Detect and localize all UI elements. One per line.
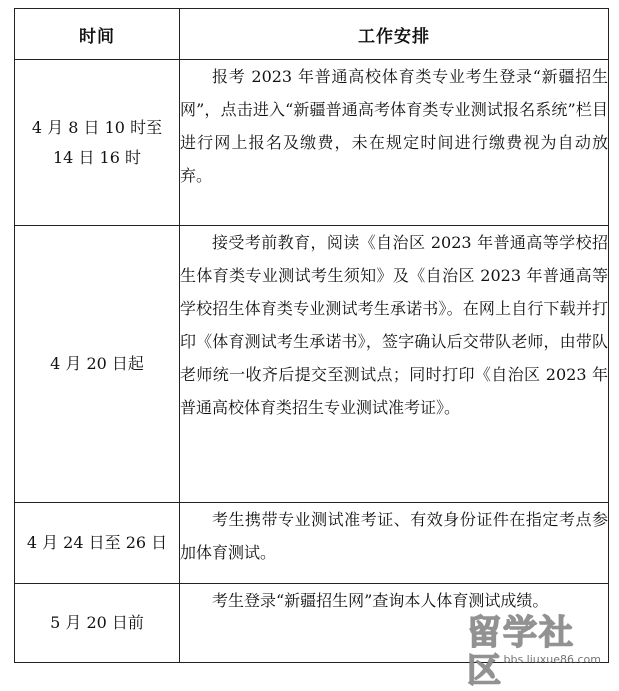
time-cell bbox=[15, 226, 180, 503]
time-cell bbox=[15, 60, 180, 226]
watermark-logo-text: 留学社区 bbox=[467, 613, 575, 691]
work-cell bbox=[180, 584, 609, 663]
header-time: 时间 bbox=[15, 9, 180, 60]
schedule-table bbox=[14, 8, 609, 663]
work-text: 接受考前教育，阅读《自治区 2023 年普通高等学校招生体育类专业测试考生须知》及《自治区 2023 年普通高等学校招生体育类专业测试考生承诺书》。在网上自行下载并打印《体育测试考生承诺书》，签字确认后交带队老师，由带队老师统一收齐后提交至测试点；同时打印《自治区 2023 年普通高校体育类招生专业测试准考证》。 bbox=[180, 233, 608, 417]
time-line: 4 月 20 日起 bbox=[50, 354, 144, 373]
time-cell bbox=[15, 584, 180, 663]
work-text: 报考 2023 年普通高校体育类专业考生登录“新疆招生网”，点击进入“新疆普通高考体育类专业测试报名系统”栏目进行网上报名及缴费，未在规定时间进行缴费视为自动放弃。 bbox=[180, 67, 608, 185]
time-cell bbox=[15, 503, 180, 584]
table-header-row bbox=[15, 9, 609, 60]
table-row bbox=[15, 60, 609, 226]
header-work-arrangement: 工作安排 bbox=[180, 9, 609, 60]
table-row bbox=[15, 584, 609, 663]
work-text: 考生携带专业测试准考证、有效身份证件在指定考点参加体育测试。 bbox=[180, 510, 608, 562]
table-row bbox=[15, 226, 609, 503]
table-row bbox=[15, 503, 609, 584]
time-line: 4 月 24 日至 26 日 bbox=[26, 533, 168, 552]
work-cell bbox=[180, 60, 609, 226]
watermark-url: bbs.liuxue86.com bbox=[503, 653, 601, 666]
work-cell bbox=[180, 503, 609, 584]
time-line: 4 月 8 日 10 时至 bbox=[31, 117, 163, 137]
work-cell bbox=[180, 226, 609, 503]
work-text: 考生登录“新疆招生网”查询本人体育测试成绩。 bbox=[212, 591, 549, 610]
time-line: 14 日 16 时 bbox=[53, 147, 141, 167]
time-line: 5 月 20 日前 bbox=[50, 613, 144, 632]
